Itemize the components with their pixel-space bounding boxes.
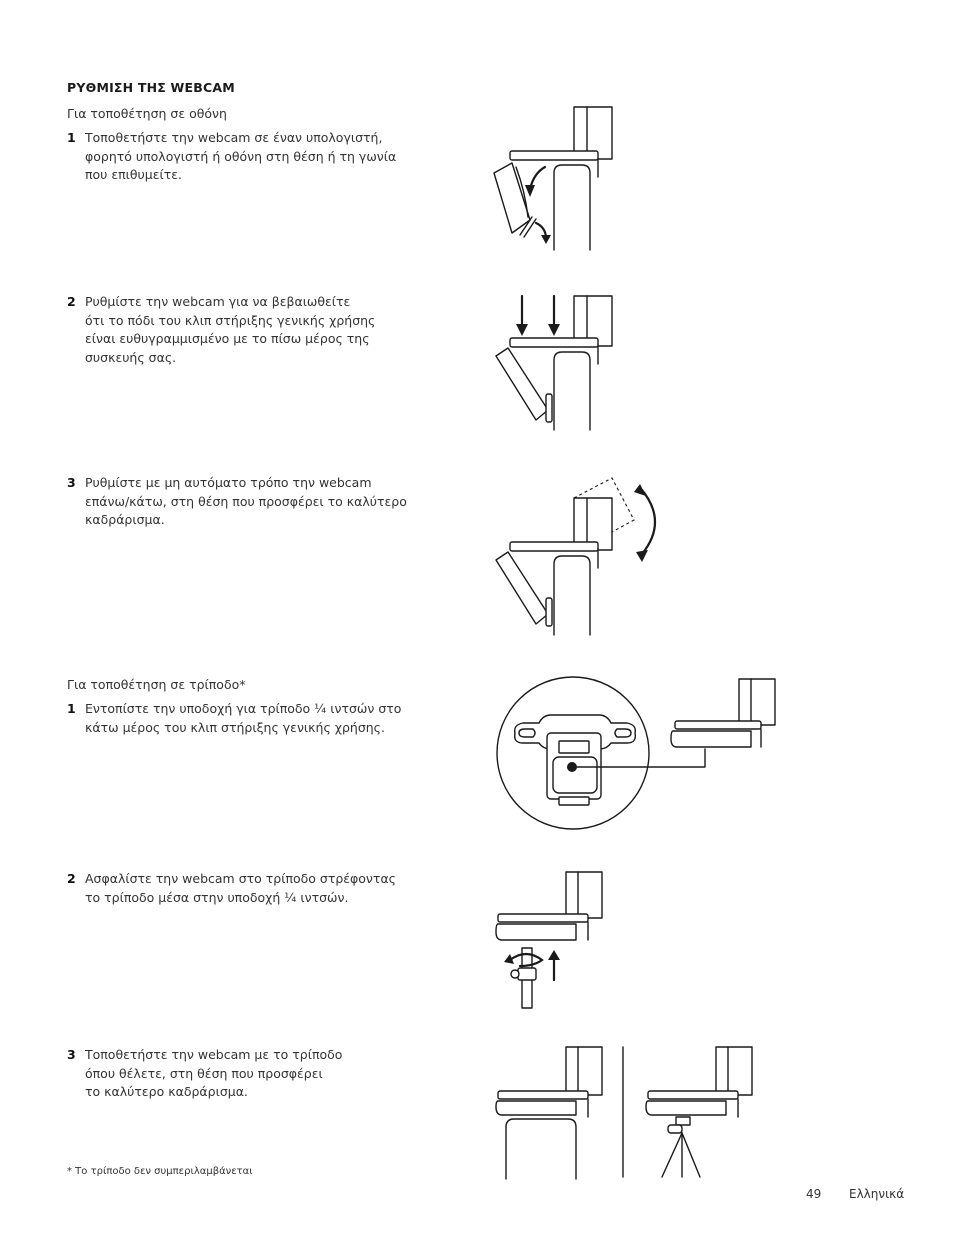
- step-number: 1: [67, 701, 76, 716]
- step-line: Ρυθμίστε με μη αυτόματο τρόπο την webcam: [85, 475, 372, 490]
- tripod-step-3: [67, 1046, 447, 1106]
- page-number: 49: [806, 1187, 822, 1201]
- step-line: ότι το πόδι του κλιπ στήριξης γενικής χρήσης: [85, 312, 376, 328]
- step-line: είναι ευθυγραμμισμένο με το πίσω μέρος της: [85, 331, 370, 346]
- step-line: καδράρισμα.: [85, 512, 165, 527]
- monitor-step-3: [67, 474, 447, 534]
- step-text: [85, 700, 401, 737]
- tripod-step-2: [67, 870, 447, 910]
- step-number: 3: [67, 1047, 76, 1062]
- step-number: 2: [67, 294, 76, 309]
- footnote: * Το τρίποδο δεν συμπεριλαμβάνεται: [67, 1166, 253, 1177]
- step-text: [85, 870, 396, 907]
- language-label: Ελληνικά: [849, 1187, 905, 1201]
- illustration-monitor-step-1: [490, 105, 630, 255]
- step-number: 3: [67, 475, 76, 490]
- step-text: [85, 1046, 342, 1102]
- illustration-monitor-step-3: [490, 470, 670, 640]
- tripod-section-heading: Για τοποθέτηση σε τρίποδο*: [67, 677, 246, 692]
- step-line: φορητό υπολογιστή ή οθόνη στη θέση ή τη γωνία: [85, 148, 397, 164]
- step-number: 1: [67, 130, 76, 145]
- step-text: [85, 293, 375, 367]
- page-title: ΡΥΘΜΙΣΗ ΤΗΣ WEBCAM: [67, 80, 235, 95]
- monitor-step-2: [67, 293, 447, 373]
- step-number: 2: [67, 871, 76, 886]
- monitor-section-heading: Για τοποθέτηση σε οθόνη: [67, 106, 227, 121]
- step-line: συσκευής σας.: [85, 349, 177, 365]
- step-line: Ρυθμίστε την webcam για να βεβαιωθείτε: [85, 294, 351, 309]
- step-line: όπου θέλετε, στη θέση που προσφέρει: [85, 1065, 323, 1081]
- illustration-monitor-step-2: [490, 290, 630, 435]
- illustration-tripod-step-2: [490, 868, 630, 1013]
- monitor-step-1: [67, 129, 447, 189]
- step-line: που επιθυμείτε.: [85, 167, 182, 182]
- step-line: το τρίποδο μέσα στην υποδοχή ¼ ιντσών.: [85, 889, 349, 905]
- step-line: Τοποθετήστε την webcam σε έναν υπολογιστή,: [85, 130, 383, 145]
- step-text: [85, 474, 407, 530]
- step-line: Ασφαλίστε την webcam στο τρίποδο στρέφοντας: [85, 871, 397, 886]
- step-line: το καλύτερο καδράρισμα.: [85, 1084, 248, 1099]
- step-line: Τοποθετήστε την webcam με το τρίποδο: [85, 1047, 343, 1062]
- tripod-step-1: [67, 700, 447, 740]
- illustration-tripod-step-1: [495, 675, 785, 835]
- illustration-tripod-step-3: [490, 1043, 770, 1183]
- step-line: επάνω/κάτω, στη θέση που προσφέρει το καλύτερο: [85, 493, 407, 509]
- step-line: κάτω μέρος του κλιπ στήριξης γενικής χρήσης.: [85, 719, 385, 735]
- step-text: [85, 129, 396, 185]
- step-line: Εντοπίστε την υποδοχή για τρίποδο ¼ ιντσών στο: [85, 701, 402, 716]
